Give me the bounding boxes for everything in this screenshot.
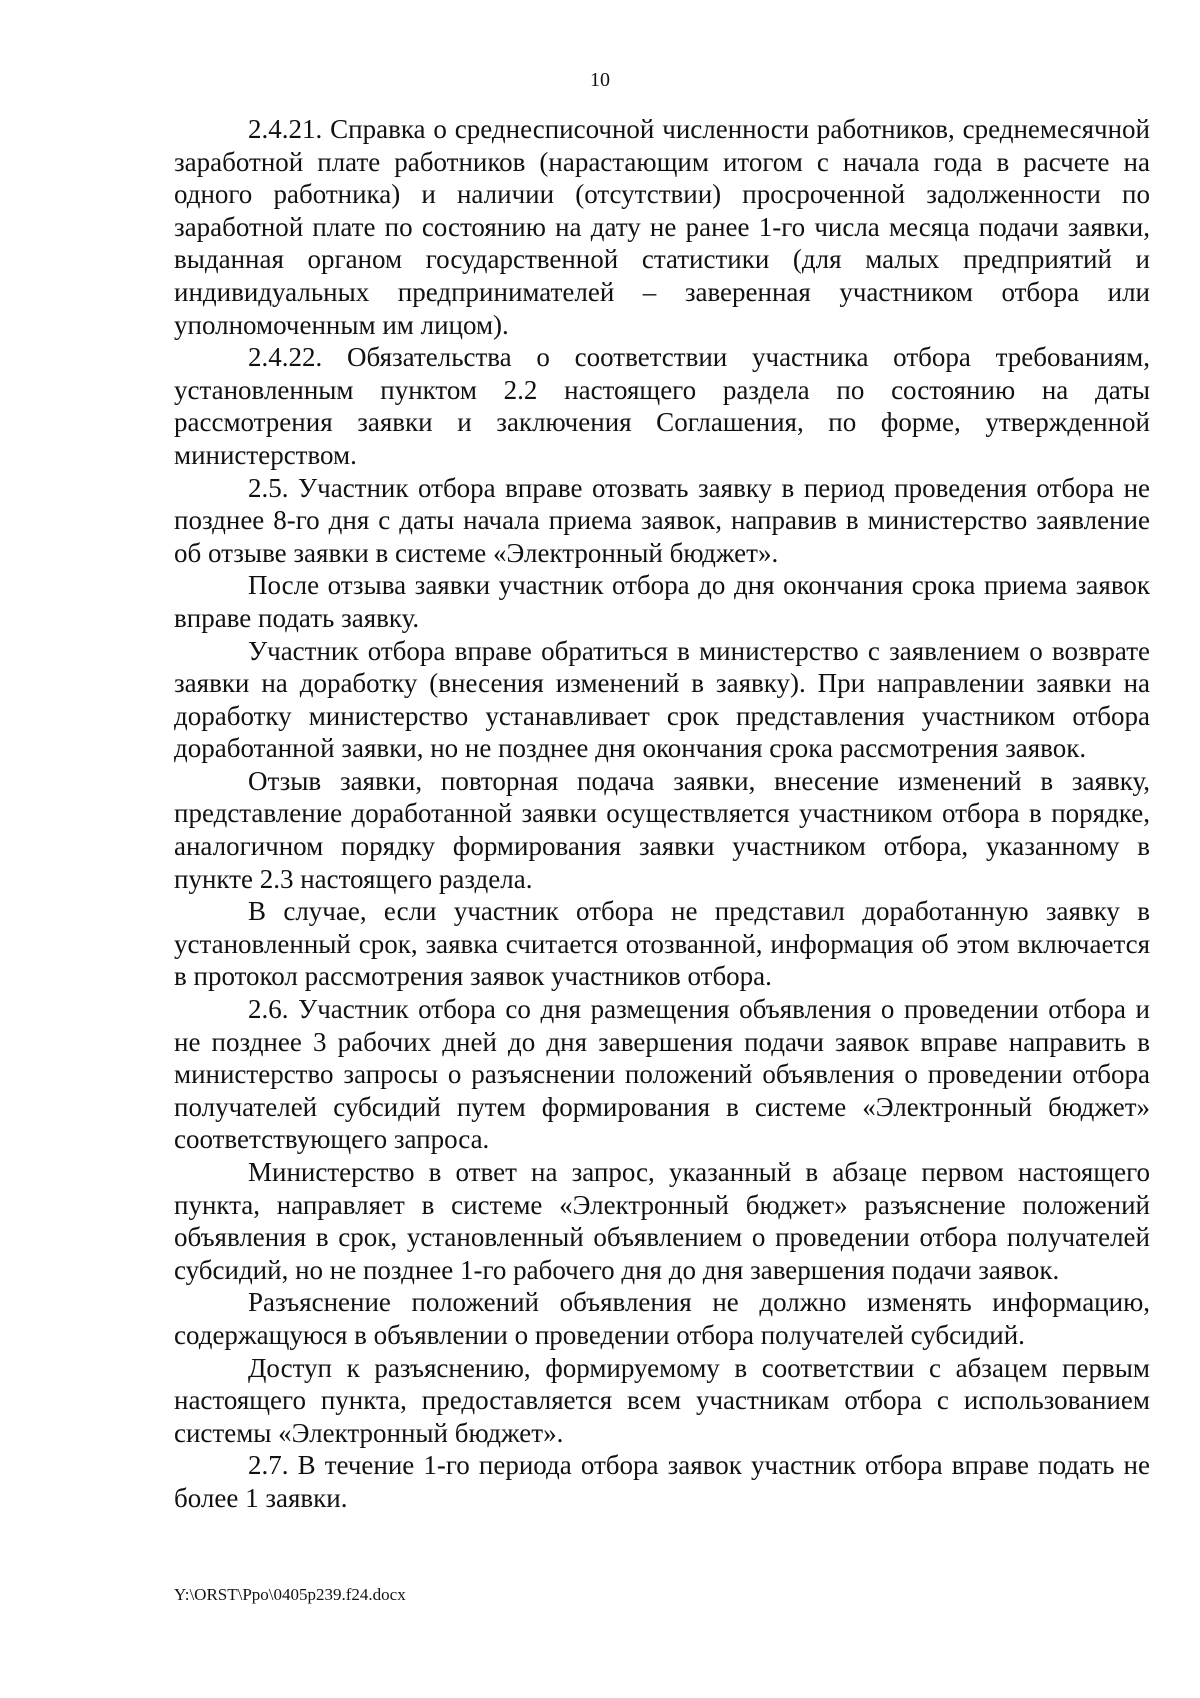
paragraph-2-7: 2.7. В течение 1-го периода отбора заявок участник отбора вправе подать не более 1 заявки. bbox=[174, 1450, 1150, 1513]
paragraph-revision-procedure: Отзыв заявки, повторная подача заявки, внесение изменений в заявку, представление доработанной заявки осуществляется участником отбора в порядке, аналогичном порядку формирования заявки участником отбора, указанному в пункте 2.3 настоящего раздела. bbox=[174, 765, 1150, 894]
document-body bbox=[174, 113, 1150, 1515]
paragraph-2-6: 2.6. Участник отбора со дня размещения объявления о проведении отбора и не позднее 3 рабочих дней до дня завершения подачи заявок вправе направить в министерство запросы о разъяснении положений объявления о проведении отбора получателей субсидий путем формирования в системе «Электронный бюджет» соответствующего запроса. bbox=[174, 994, 1150, 1155]
paragraph-ministry-response: Министерство в ответ на запрос, указанный в абзаце первом настоящего пункта, направляет в системе «Электронный бюджет» разъяснение положений объявления в срок, установленный объявлением о проведении отбора получателей субсидий, но не позднее 1-го рабочего дня до дня завершения подачи заявок. bbox=[174, 1157, 1150, 1285]
paragraph-return-for-revision: Участник отбора вправе обратиться в министерство с заявлением о возврате заявки на доработку (внесения изменений в заявку). При направлении заявки на доработку министерство устанавливает срок представления участником отбора доработанной заявки, но не позднее дня окончания срока рассмотрения заявок. bbox=[174, 635, 1150, 764]
paragraph-withdrawn-status: В случае, если участник отбора не представил доработанную заявку в установленный срок, заявка считается отозванной, информация об этом включается в протокол рассмотрения заявок участников отбора. bbox=[174, 896, 1150, 992]
page-number: 10 bbox=[590, 69, 610, 91]
paragraph-withdrawal-resubmit: После отзыва заявки участник отбора до дня окончания срока приема заявок вправе подать заявку. bbox=[174, 570, 1150, 633]
paragraph-clarification-scope: Разъяснение положений объявления не должно изменять информацию, содержащуюся в объявлении о проведении отбора получателей субсидий. bbox=[174, 1287, 1150, 1350]
paragraph-2-4-21: 2.4.21. Справка о среднесписочной численности работников, среднемесячной заработной плате работников (нарастающим итогом с начала года в расчете на одного работника) и наличии (отсутствии) просроченной задолженности по заработной плате по состоянию на дату не ранее 1-го числа месяца подачи заявки, выданная органом государственной статистики (для малых предприятий и индивидуальных предпринимателей – заверенная участником отбора или уполномоченным им лицом). bbox=[174, 114, 1150, 340]
paragraph-clarification-access: Доступ к разъяснению, формируемому в соответствии с абзацем первым настоящего пункта, предоставляется всем участникам отбора с использованием системы «Электронный бюджет». bbox=[174, 1352, 1150, 1448]
paragraph-2-5: 2.5. Участник отбора вправе отозвать заявку в период проведения отбора не позднее 8-го дня с даты начала приема заявок, направив в министерство заявление об отзыве заявки в системе «Электронный бюджет». bbox=[174, 472, 1150, 568]
footer-file-path: Y:\ORST\Ppo\0405p239.f24.docx bbox=[174, 1585, 406, 1604]
paragraph-2-4-22: 2.4.22. Обязательства о соответствии участника отбора требованиям, установленным пунктом 2.2 настоящего раздела по состоянию на даты рассмотрения заявки и заключения Соглашения, по форме, утвержденной министерством. bbox=[174, 342, 1150, 470]
